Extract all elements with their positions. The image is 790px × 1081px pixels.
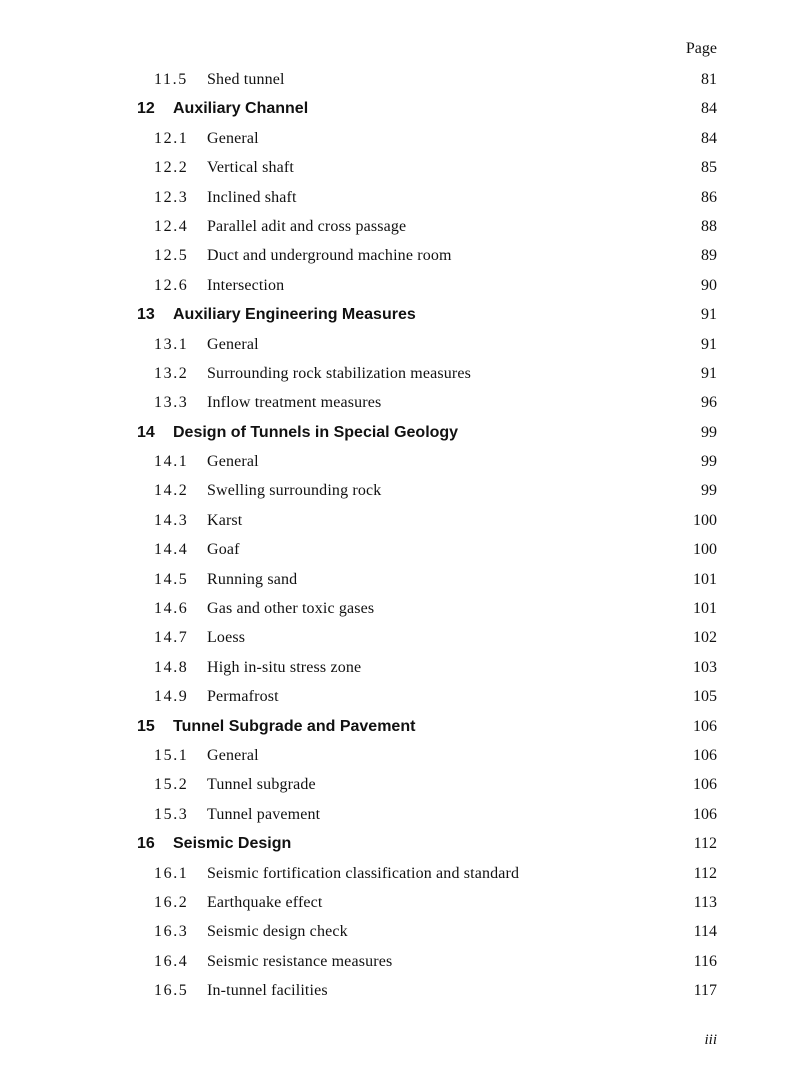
toc-page: 112	[693, 835, 717, 853]
toc-page: 85	[701, 159, 717, 177]
toc-title: Vertical shaft	[207, 159, 294, 177]
toc-title: General	[207, 129, 259, 147]
toc-title: Inclined shaft	[207, 188, 297, 206]
toc-title: General	[207, 335, 259, 353]
toc-row[interactable]	[0, 535, 790, 564]
toc-title: Loess	[207, 629, 246, 647]
toc-title: Goaf	[207, 541, 240, 559]
toc-title: Parallel adit and cross passage	[207, 217, 407, 235]
toc-row[interactable]	[0, 741, 790, 770]
toc-row[interactable]	[0, 565, 790, 594]
toc-title: Auxiliary Channel	[173, 100, 309, 118]
toc-row[interactable]	[0, 388, 790, 417]
toc-number: 14.9	[154, 688, 189, 706]
toc-row[interactable]	[0, 447, 790, 476]
toc-page: 84	[701, 100, 717, 118]
toc-number: 14	[137, 423, 155, 441]
toc-page: 99	[701, 423, 717, 441]
toc-page: 90	[701, 276, 717, 294]
toc-number: 14.8	[154, 658, 189, 676]
toc-title: Seismic Design	[173, 835, 292, 853]
toc-row[interactable]	[0, 153, 790, 182]
toc-row[interactable]	[0, 653, 790, 682]
toc-number: 13.1	[154, 335, 189, 353]
toc-number: 14.4	[154, 541, 189, 559]
toc-page: 103	[693, 658, 717, 676]
toc-row[interactable]	[0, 183, 790, 212]
toc-number: 13	[137, 306, 155, 324]
toc-title: Earthquake effect	[207, 893, 323, 911]
toc-page: 116	[693, 952, 717, 970]
toc-page: 91	[701, 306, 717, 324]
toc-title: Tunnel pavement	[207, 805, 321, 823]
toc-chapter-row[interactable]	[0, 418, 790, 447]
toc-number: 12.6	[154, 276, 189, 294]
toc-title: Surrounding rock stabilization measures	[207, 364, 472, 382]
toc-page: 101	[693, 570, 717, 588]
toc-chapter-row[interactable]	[0, 300, 790, 329]
toc-number: 14.3	[154, 511, 189, 529]
toc-row[interactable]	[0, 682, 790, 711]
toc-page: 105	[693, 688, 717, 706]
toc-page: 100	[693, 511, 717, 529]
toc-title: Auxiliary Engineering Measures	[173, 306, 416, 324]
toc-title: Shed tunnel	[207, 71, 285, 88]
toc-page: 106	[693, 805, 717, 823]
toc-row[interactable]	[0, 976, 790, 1005]
toc-title: Seismic resistance measures	[207, 952, 393, 970]
toc-number: 16.1	[154, 864, 189, 882]
toc-row[interactable]	[0, 623, 790, 652]
toc-title: Karst	[207, 511, 243, 529]
toc-number: 12	[137, 100, 155, 118]
toc-page: 112	[693, 864, 717, 882]
toc-title: Tunnel subgrade	[207, 776, 316, 794]
toc-page: 100	[693, 541, 717, 559]
toc-chapter-row[interactable]	[0, 94, 790, 123]
toc-number: 15	[137, 717, 155, 735]
toc-number: 12.3	[154, 188, 189, 206]
toc-page: 84	[701, 129, 717, 147]
toc-number: 14.6	[154, 600, 189, 618]
toc-number: 13.2	[154, 364, 189, 382]
toc-title: Permafrost	[207, 688, 279, 706]
toc-number: 14.2	[154, 482, 189, 500]
toc-number: 14.7	[154, 629, 189, 647]
toc-chapter-row[interactable]	[0, 829, 790, 858]
toc-page: 113	[693, 893, 717, 911]
toc-title: High in-situ stress zone	[207, 658, 362, 676]
toc-row[interactable]	[0, 65, 790, 94]
toc-row[interactable]	[0, 888, 790, 917]
toc-row[interactable]	[0, 947, 790, 976]
toc-page: 117	[693, 982, 717, 1000]
toc-number: 12.1	[154, 129, 189, 147]
toc-number: 12.4	[154, 217, 189, 235]
page-column-header: Page	[685, 40, 717, 57]
toc-row[interactable]	[0, 594, 790, 623]
toc-title: Duct and underground machine room	[207, 247, 452, 265]
toc-row[interactable]	[0, 859, 790, 888]
toc-title: Seismic design check	[207, 923, 348, 941]
toc-row[interactable]	[0, 271, 790, 300]
toc-row[interactable]	[0, 770, 790, 799]
toc-page: 86	[701, 188, 717, 206]
toc-title: General	[207, 453, 259, 471]
table-of-contents	[0, 65, 790, 1006]
toc-number: 11.5	[154, 71, 188, 88]
toc-number: 16.5	[154, 982, 189, 1000]
toc-page: 91	[701, 364, 717, 382]
toc-page: 114	[693, 923, 717, 941]
toc-chapter-row[interactable]	[0, 712, 790, 741]
toc-title: Swelling surrounding rock	[207, 482, 382, 500]
toc-row[interactable]	[0, 506, 790, 535]
toc-number: 15.1	[154, 746, 189, 764]
toc-title: Tunnel Subgrade and Pavement	[173, 717, 416, 735]
toc-page: 102	[693, 629, 717, 647]
toc-page: 88	[701, 217, 717, 235]
toc-row[interactable]	[0, 241, 790, 270]
toc-number: 16.3	[154, 923, 189, 941]
toc-title: Seismic fortification classification and standard	[207, 864, 520, 882]
toc-number: 12.2	[154, 159, 189, 177]
toc-title: In-tunnel facilities	[207, 982, 328, 1000]
toc-number: 12.5	[154, 247, 189, 265]
toc-number: 16.2	[154, 893, 189, 911]
toc-title: Gas and other toxic gases	[207, 600, 375, 618]
toc-number: 14.5	[154, 570, 189, 588]
toc-number: 15.3	[154, 805, 189, 823]
toc-number: 14.1	[154, 453, 189, 471]
toc-page: 101	[693, 600, 717, 618]
toc-title: Design of Tunnels in Special Geology	[173, 423, 459, 441]
toc-title: Running sand	[207, 570, 298, 588]
toc-page: 106	[693, 717, 717, 735]
toc-page: 91	[701, 335, 717, 353]
toc-number: 13.3	[154, 394, 189, 412]
toc-row[interactable]	[0, 917, 790, 946]
toc-page: 96	[701, 394, 717, 412]
page-folio: iii	[704, 1032, 717, 1048]
toc-page: 89	[701, 247, 717, 265]
toc-row[interactable]	[0, 359, 790, 388]
toc-page: 106	[693, 746, 717, 764]
toc-row[interactable]	[0, 212, 790, 241]
toc-page: 99	[701, 482, 717, 500]
toc-title: General	[207, 746, 259, 764]
toc-row[interactable]	[0, 800, 790, 829]
toc-row[interactable]	[0, 330, 790, 359]
toc-title: Intersection	[207, 276, 285, 294]
toc-row[interactable]	[0, 476, 790, 505]
toc-number: 16.4	[154, 952, 189, 970]
toc-number: 16	[137, 835, 155, 853]
toc-page: 99	[701, 453, 717, 471]
toc-page: 81	[701, 71, 717, 88]
toc-title: Inflow treatment measures	[207, 394, 382, 412]
toc-page: 106	[693, 776, 717, 794]
toc-number: 15.2	[154, 776, 189, 794]
toc-row[interactable]	[0, 124, 790, 153]
